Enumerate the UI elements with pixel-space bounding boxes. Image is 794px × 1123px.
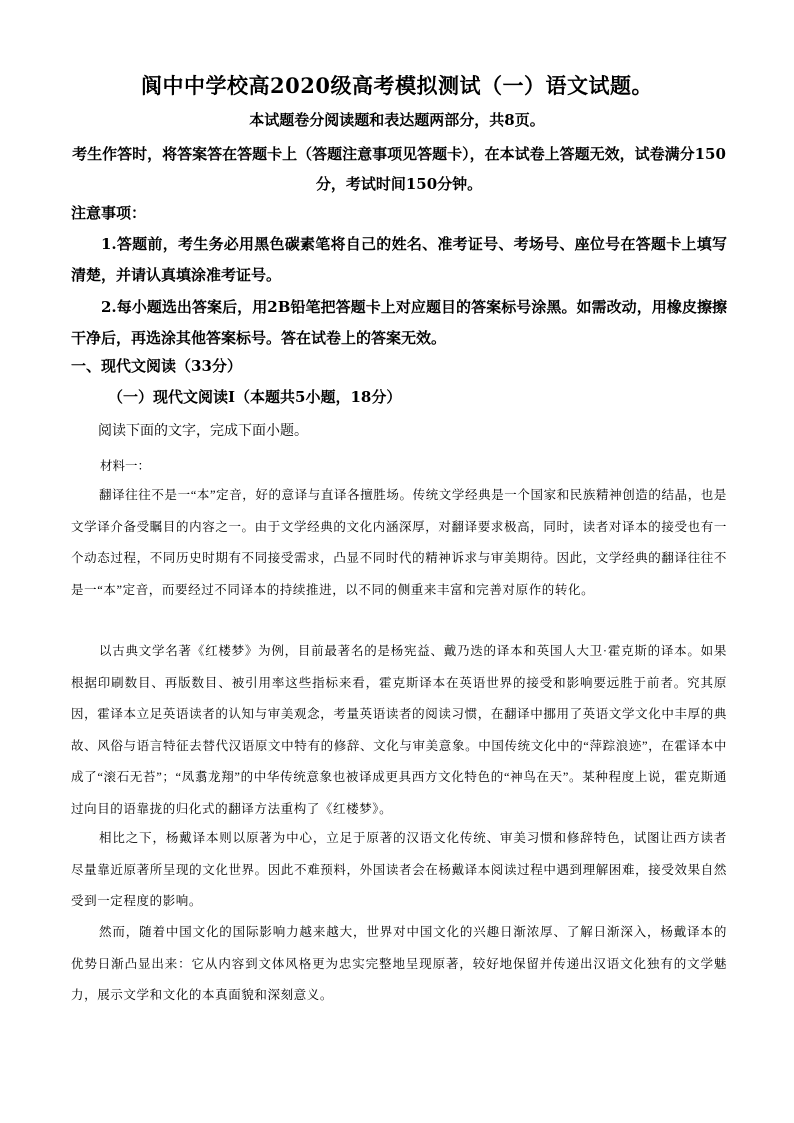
subsection-title: （一）现代文阅读Ⅰ（本题共5小题，18分） [108, 388, 402, 406]
material-label: 材料一： [100, 459, 151, 473]
material-paragraph: 翻译往往不是一“本”定音，好的意译与直译各擅胜场。传统文学经典是一个国家和民族精神创造的结晶，也是文学译介备受瞩目的内容之一。由于文学经典的文化内涵深厚，对翻译要求极高，同时，读者对译本的接受也有一个动态过程，不同历史时期有不同接受需求，凸显不同时代的精神诉求与审美期待。因此，文学经典的翻译往往不是一“本”定音，而要经过不同译本的持续推进，以不同的侧重来丰富和完善对原作的转化。 [71, 488, 727, 597]
material-paragraph: 然而，随着中国文化的国际影响力越来越大，世界对中国文化的兴趣日渐浓厚、了解日渐深入，杨戴译本的优势日渐凸显出来：它从内容到文体风格更为忠实完整地呈现原著，较好地保留并传递出汉语文化独有的文学魅力，展示文学和文化的本真面貌和深刻意义。 [71, 925, 727, 1002]
notes-heading: 注意事项： [71, 204, 147, 222]
material-paragraph: 相比之下，杨戴译本则以原著为中心，立足于原著的汉语文化传统、审美习惯和修辞特色，试图让西方读者尽量靠近原著所呈现的文化世界。因此不难预料，外国读者会在杨戴译本阅读过程中遇到理解困难，接受效果自然受到一定程度的影响。 [71, 831, 727, 908]
section-title: 一、现代文阅读（33分） [71, 357, 242, 375]
exam-instruction: 考生作答时，将答案答在答题卡上（答题注意事项见答题卡），在本试卷上答题无效，试卷满分150分，考试时间150分钟。 [72, 145, 726, 193]
exam-title: 阆中中学校高2020级高考模拟测试（一）语文试题。 [141, 73, 653, 98]
exam-subtitle: 本试题卷分阅读题和表达题两部分，共8页。 [249, 111, 545, 129]
note-item: 1.答题前，考生务必用黑色碳素笔将自己的姓名、准考证号、考场号、座位号在答题卡上填写清楚，并请认真填涂准考证号。 [71, 235, 727, 284]
material-paragraph: 以古典文学名著《红楼梦》为例，目前最著名的是杨宪益、戴乃迭的译本和英国人大卫·霍克斯的译本。如果根据印刷数目、再版数目、被引用率这些指标来看，霍克斯译本在英语世界的接受和影响要远胜于前者。究其原因，霍译本立足英语读者的认知与审美观念，考量英语读者的阅读习惯，在翻译中挪用了英语文学文化中丰厚的典故、风俗与语言特征去替代汉语原文中特有的修辞、文化与审美意象。中国传统文化中的“萍踪浪迹”，在霍译本中成了“滚石无苔”；“凤翥龙翔”的中华传统意象也被译成更具西方文化特色的“神鸟在天”。某种程度上说，霍克斯通过向目的语靠拢的归化式的翻译方法重构了《红楼梦》。 [71, 644, 727, 816]
reading-instruction: 阅读下面的文字，完成下面小题。 [98, 423, 308, 439]
note-item: 2.每小题选出答案后，用2B铅笔把答题卡上对应题目的答案标号涂黑。如需改动，用橡皮擦擦干净后，再选涂其他答案标号。答在试卷上的答案无效。 [71, 298, 727, 347]
